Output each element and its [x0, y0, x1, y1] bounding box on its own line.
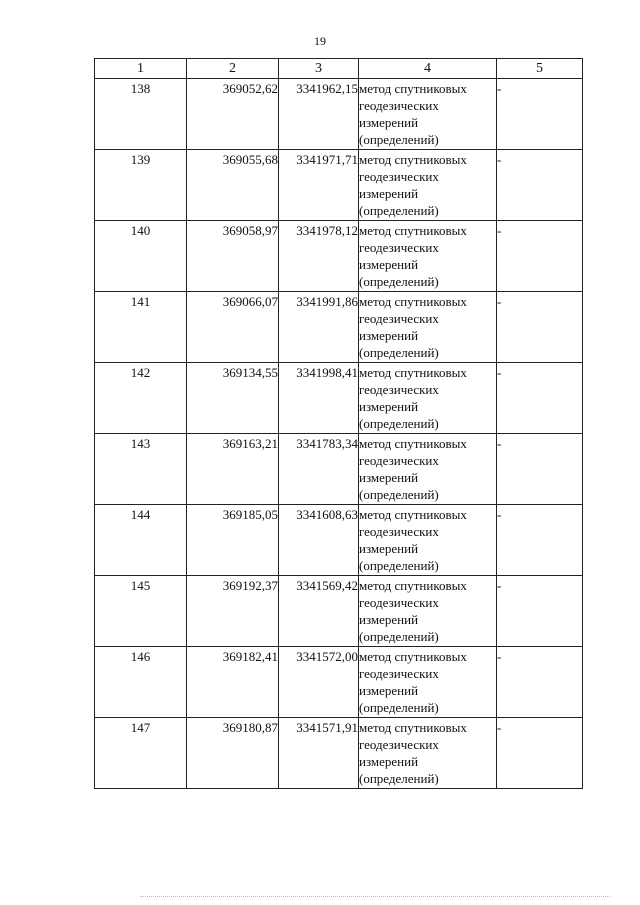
method-text-line: метод спутниковых	[359, 507, 467, 522]
method-text-line: метод спутниковых	[359, 720, 467, 735]
table-row	[95, 221, 583, 292]
table-row	[95, 150, 583, 221]
method-text-line: метод спутниковых	[359, 294, 467, 309]
table-header	[95, 59, 583, 79]
table-body	[95, 79, 583, 789]
method-text-line: (определений)	[359, 700, 439, 715]
y-coordinate-cell: 3341783,34	[279, 434, 359, 505]
method-text-line: геодезических	[359, 666, 439, 681]
method-text-line: измерений	[359, 470, 419, 485]
method-text-line: (определений)	[359, 203, 439, 218]
method-text-line: геодезических	[359, 382, 439, 397]
method-text-line: измерений	[359, 399, 419, 414]
column-header-5: 5	[497, 59, 583, 79]
x-coordinate-cell: 369185,05	[187, 505, 279, 576]
y-coordinate-cell: 3341971,71	[279, 150, 359, 221]
point-number-cell: 146	[95, 647, 187, 718]
method-text-line: (определений)	[359, 132, 439, 147]
note-cell: -	[497, 79, 583, 150]
point-number-cell: 144	[95, 505, 187, 576]
method-text-line: измерений	[359, 754, 419, 769]
method-text-line: (определений)	[359, 771, 439, 786]
table-row	[95, 79, 583, 150]
method-cell	[359, 576, 497, 647]
table-row	[95, 363, 583, 434]
method-text-line: геодезических	[359, 453, 439, 468]
table-row	[95, 434, 583, 505]
method-text-line: метод спутниковых	[359, 81, 467, 96]
note-cell: -	[497, 647, 583, 718]
x-coordinate-cell: 369182,41	[187, 647, 279, 718]
x-coordinate-cell: 369192,37	[187, 576, 279, 647]
method-text-line: измерений	[359, 115, 419, 130]
note-cell: -	[497, 434, 583, 505]
method-text-line: (определений)	[359, 629, 439, 644]
x-coordinate-cell: 369052,62	[187, 79, 279, 150]
scan-artifact	[140, 896, 610, 899]
y-coordinate-cell: 3341608,63	[279, 505, 359, 576]
point-number-cell: 139	[95, 150, 187, 221]
note-cell: -	[497, 505, 583, 576]
method-text-line: измерений	[359, 683, 419, 698]
table-row	[95, 292, 583, 363]
method-cell	[359, 79, 497, 150]
table-row	[95, 647, 583, 718]
method-cell	[359, 363, 497, 434]
y-coordinate-cell: 3341571,91	[279, 718, 359, 789]
x-coordinate-cell: 369066,07	[187, 292, 279, 363]
method-text-line: метод спутниковых	[359, 578, 467, 593]
method-cell	[359, 647, 497, 718]
point-number-cell: 143	[95, 434, 187, 505]
page-number: 19	[314, 34, 326, 48]
method-cell	[359, 221, 497, 292]
method-text-line: метод спутниковых	[359, 365, 467, 380]
method-text-line: (определений)	[359, 274, 439, 289]
point-number-cell: 147	[95, 718, 187, 789]
note-cell: -	[497, 718, 583, 789]
method-text-line: геодезических	[359, 240, 439, 255]
method-text-line: (определений)	[359, 345, 439, 360]
method-text-line: измерений	[359, 541, 419, 556]
note-cell: -	[497, 363, 583, 434]
y-coordinate-cell: 3341569,42	[279, 576, 359, 647]
method-text-line: измерений	[359, 257, 419, 272]
y-coordinate-cell: 3341998,41	[279, 363, 359, 434]
coordinates-table	[94, 58, 583, 789]
method-text-line: геодезических	[359, 737, 439, 752]
note-cell: -	[497, 292, 583, 363]
method-text-line: геодезических	[359, 311, 439, 326]
method-text-line: геодезических	[359, 595, 439, 610]
y-coordinate-cell: 3341978,12	[279, 221, 359, 292]
method-text-line: измерений	[359, 186, 419, 201]
method-text-line: метод спутниковых	[359, 649, 467, 664]
method-text-line: метод спутниковых	[359, 152, 467, 167]
method-text-line: измерений	[359, 328, 419, 343]
y-coordinate-cell: 3341962,15	[279, 79, 359, 150]
column-header-3: 3	[279, 59, 359, 79]
method-text-line: геодезических	[359, 169, 439, 184]
note-cell: -	[497, 576, 583, 647]
method-cell	[359, 505, 497, 576]
point-number-cell: 141	[95, 292, 187, 363]
y-coordinate-cell: 3341572,00	[279, 647, 359, 718]
column-header-1: 1	[95, 59, 187, 79]
table-row	[95, 576, 583, 647]
point-number-cell: 142	[95, 363, 187, 434]
x-coordinate-cell: 369055,68	[187, 150, 279, 221]
method-cell	[359, 292, 497, 363]
table-row	[95, 505, 583, 576]
note-cell: -	[497, 221, 583, 292]
method-text-line: (определений)	[359, 558, 439, 573]
point-number-cell: 138	[95, 79, 187, 150]
point-number-cell: 145	[95, 576, 187, 647]
method-text-line: измерений	[359, 612, 419, 627]
method-cell	[359, 434, 497, 505]
method-text-line: метод спутниковых	[359, 223, 467, 238]
method-cell	[359, 718, 497, 789]
x-coordinate-cell: 369058,97	[187, 221, 279, 292]
method-text-line: геодезических	[359, 524, 439, 539]
header-row	[95, 59, 583, 79]
method-text-line: метод спутниковых	[359, 436, 467, 451]
method-cell	[359, 150, 497, 221]
method-text-line: геодезических	[359, 98, 439, 113]
method-text-line: (определений)	[359, 487, 439, 502]
note-cell: -	[497, 150, 583, 221]
table-row	[95, 718, 583, 789]
x-coordinate-cell: 369163,21	[187, 434, 279, 505]
point-number-cell: 140	[95, 221, 187, 292]
y-coordinate-cell: 3341991,86	[279, 292, 359, 363]
x-coordinate-cell: 369180,87	[187, 718, 279, 789]
column-header-4: 4	[359, 59, 497, 79]
column-header-2: 2	[187, 59, 279, 79]
method-text-line: (определений)	[359, 416, 439, 431]
x-coordinate-cell: 369134,55	[187, 363, 279, 434]
